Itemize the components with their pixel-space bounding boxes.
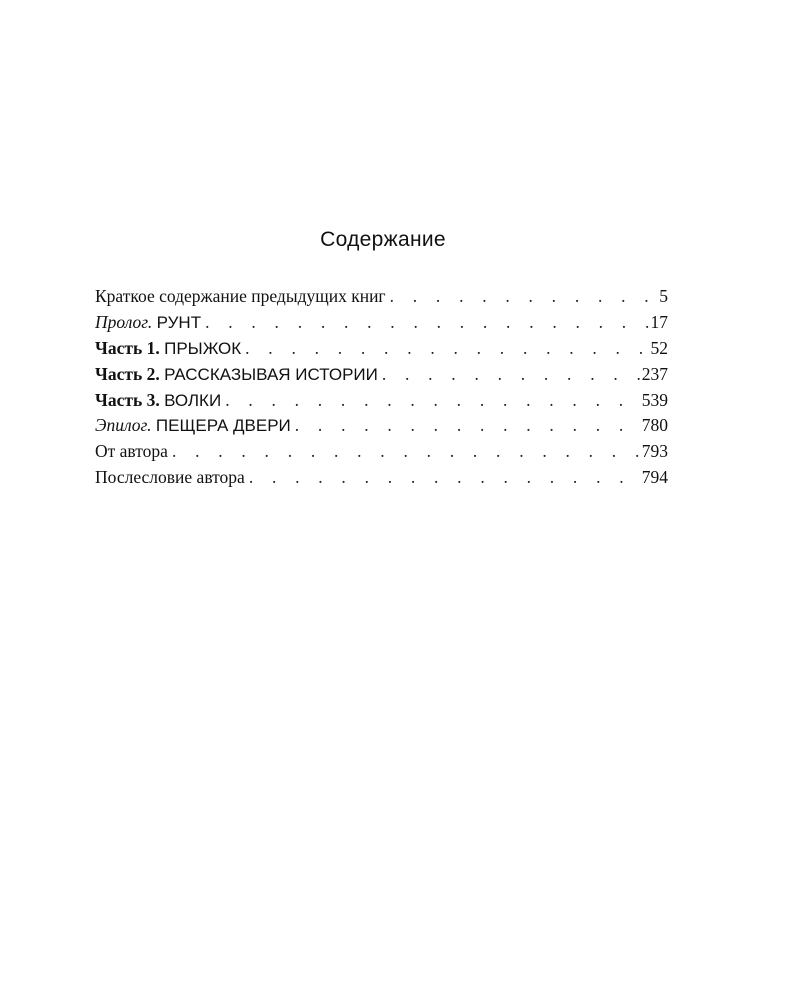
dot-leader: [225, 390, 640, 411]
toc-page-number: 237: [641, 363, 668, 384]
toc-page-number: 5: [659, 286, 668, 306]
page-title: Содержание: [320, 228, 446, 251]
toc-page-number: 17: [650, 311, 668, 332]
toc-entry-epilogue: [95, 415, 668, 441]
toc-entry-part-1: [95, 338, 668, 364]
dot-leader: [390, 286, 656, 307]
toc-entry-title: Краткое содержание предыдущих книг: [95, 286, 386, 306]
toc-entry-prologue: [95, 312, 668, 338]
toc-entry-title: От автора: [95, 441, 168, 462]
dot-leader: [295, 415, 640, 436]
table-of-contents: [95, 286, 668, 493]
toc-entry-label: Часть 2.: [95, 363, 160, 384]
toc-entry-title: ВОЛКИ: [164, 390, 222, 410]
toc-entry-title: ПЕЩЕРА ДВЕРИ: [155, 416, 291, 436]
dot-leader: [205, 312, 648, 333]
toc-entry-summary: [95, 286, 668, 312]
toc-page-number: 794: [641, 467, 668, 488]
toc-entry-part-2: [95, 364, 668, 390]
toc-entry-afterword: [95, 467, 668, 493]
toc-entry-label: Часть 1.: [95, 337, 160, 358]
dot-leader: [249, 467, 640, 488]
toc-page-number: 52: [650, 337, 668, 358]
toc-page-number: 539: [641, 389, 668, 410]
toc-entry-title: ПРЫЖОК: [164, 338, 242, 358]
dot-leader: [382, 364, 640, 385]
toc-page-number: 780: [641, 415, 668, 436]
dot-leader: [245, 338, 648, 359]
toc-entry-title: РАССКАЗЫВАЯ ИСТОРИИ: [164, 364, 378, 384]
dot-leader: [172, 441, 640, 462]
toc-entry-title: Послесловие автора: [95, 467, 245, 488]
toc-entry-part-3: [95, 390, 668, 416]
toc-entry-from-author: [95, 441, 668, 467]
toc-entry-title: РУНТ: [156, 312, 202, 332]
toc-entry-label: Часть 3.: [95, 389, 160, 410]
toc-entry-label: Эпилог.: [95, 415, 152, 436]
toc-page-number: 793: [641, 441, 668, 462]
toc-entry-label: Пролог.: [95, 311, 153, 332]
